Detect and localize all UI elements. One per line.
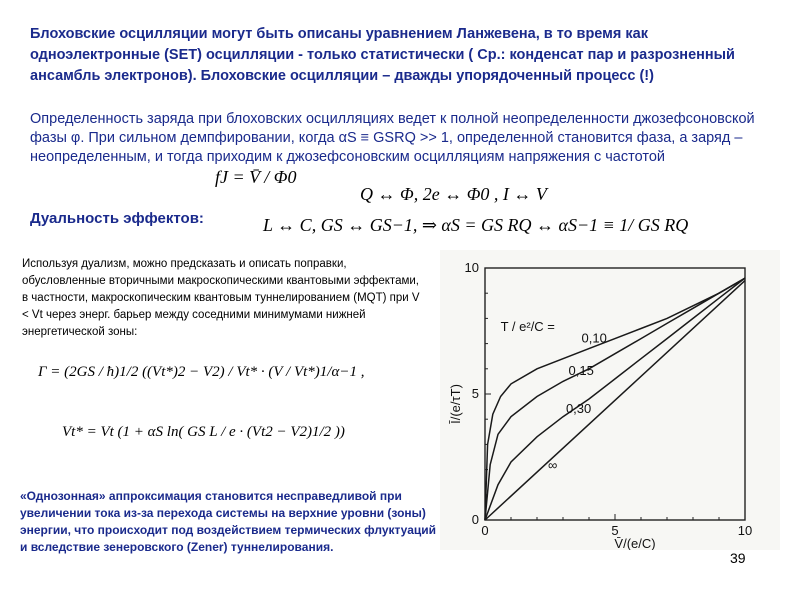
duality-equation-1: Q ↔ Φ, 2e ↔ Φ0 , I ↔ V — [360, 184, 547, 204]
series-label: ∞ — [547, 457, 558, 473]
iv-chart-svg — [440, 250, 780, 550]
series-label: 0,15 — [568, 363, 594, 379]
gamma-formula: Γ = (2GS / ħ)1/2 ((Vt*)2 − V2) / Vt* · (V / Vt*)1/α−1 , — [38, 364, 365, 380]
x-tick-label: 5 — [611, 523, 619, 538]
y-tick-label: 5 — [471, 386, 479, 401]
page-number: 39 — [730, 550, 746, 566]
x-axis-label: V̄/(e/C) — [614, 536, 656, 550]
y-tick-label: 0 — [471, 512, 479, 527]
mqt-paragraph: Используя дуализм, можно предсказать и описать поправки, обусловленные вторичными макроскопическими квантовыми эффектами, в частности, макроскопическим квантовым туннелированием (MQT) при V < Vt через энерг. барьер между соседними минимумами нижней энергетической зоны: — [22, 258, 420, 338]
x-tick-label: 0 — [481, 523, 489, 538]
y-axis-label: Ī/(e/τT) — [448, 384, 463, 424]
charge-phase-paragraph: Определенность заряда при блоховских осцилляциях ведет к полной неопределенности джозефсоновской фазы φ. При сильном демпфировании, когда αS ≡ GSRQ >> 1, определенной становится фаза, а заряд – неопределенным, и тогда приходим к джозефсоновским осцилляциям напряжения с частотой — [30, 111, 755, 165]
y-tick-label: 10 — [464, 260, 479, 275]
series-label: 0,10 — [581, 330, 607, 346]
temperature-annotation: T / e²/C = — [500, 319, 555, 334]
intro-paragraph: Блоховские осцилляции могут быть описаны уравнением Ланжевена, в то время как одноэлектронные (SET) осцилляции - только статистически ( Ср.: конденсат пар и разрозненный ансамбль электронов). Блоховские осцилляции – дважды упорядоченный процесс (!) — [30, 26, 735, 84]
vt-star-formula: Vt* = Vt (1 + αS ln( GS L / e · (Vt2 − V2)1/2 )) — [62, 424, 345, 440]
josephson-frequency-formula: fJ = V̄ / Φ0 — [215, 167, 297, 187]
duality-title: Дуальность эффектов: — [30, 210, 204, 227]
series-label: 0,30 — [565, 400, 592, 416]
single-band-paragraph: «Однозонная» аппроксимация становится несправедливой при увеличении тока из-за перехода системы на верхние уровни (зоны) энергии, что происходит под воздействием термических флуктуаций и вследствие зенеровского (Zener) туннелирования. — [20, 489, 436, 554]
duality-equation-2: L ↔ C, GS ↔ GS−1, ⇒ αS = GS RQ ↔ αS−1 ≡ 1/ GS RQ — [263, 215, 689, 235]
x-tick-label: 10 — [737, 523, 753, 538]
iv-chart — [440, 250, 780, 550]
